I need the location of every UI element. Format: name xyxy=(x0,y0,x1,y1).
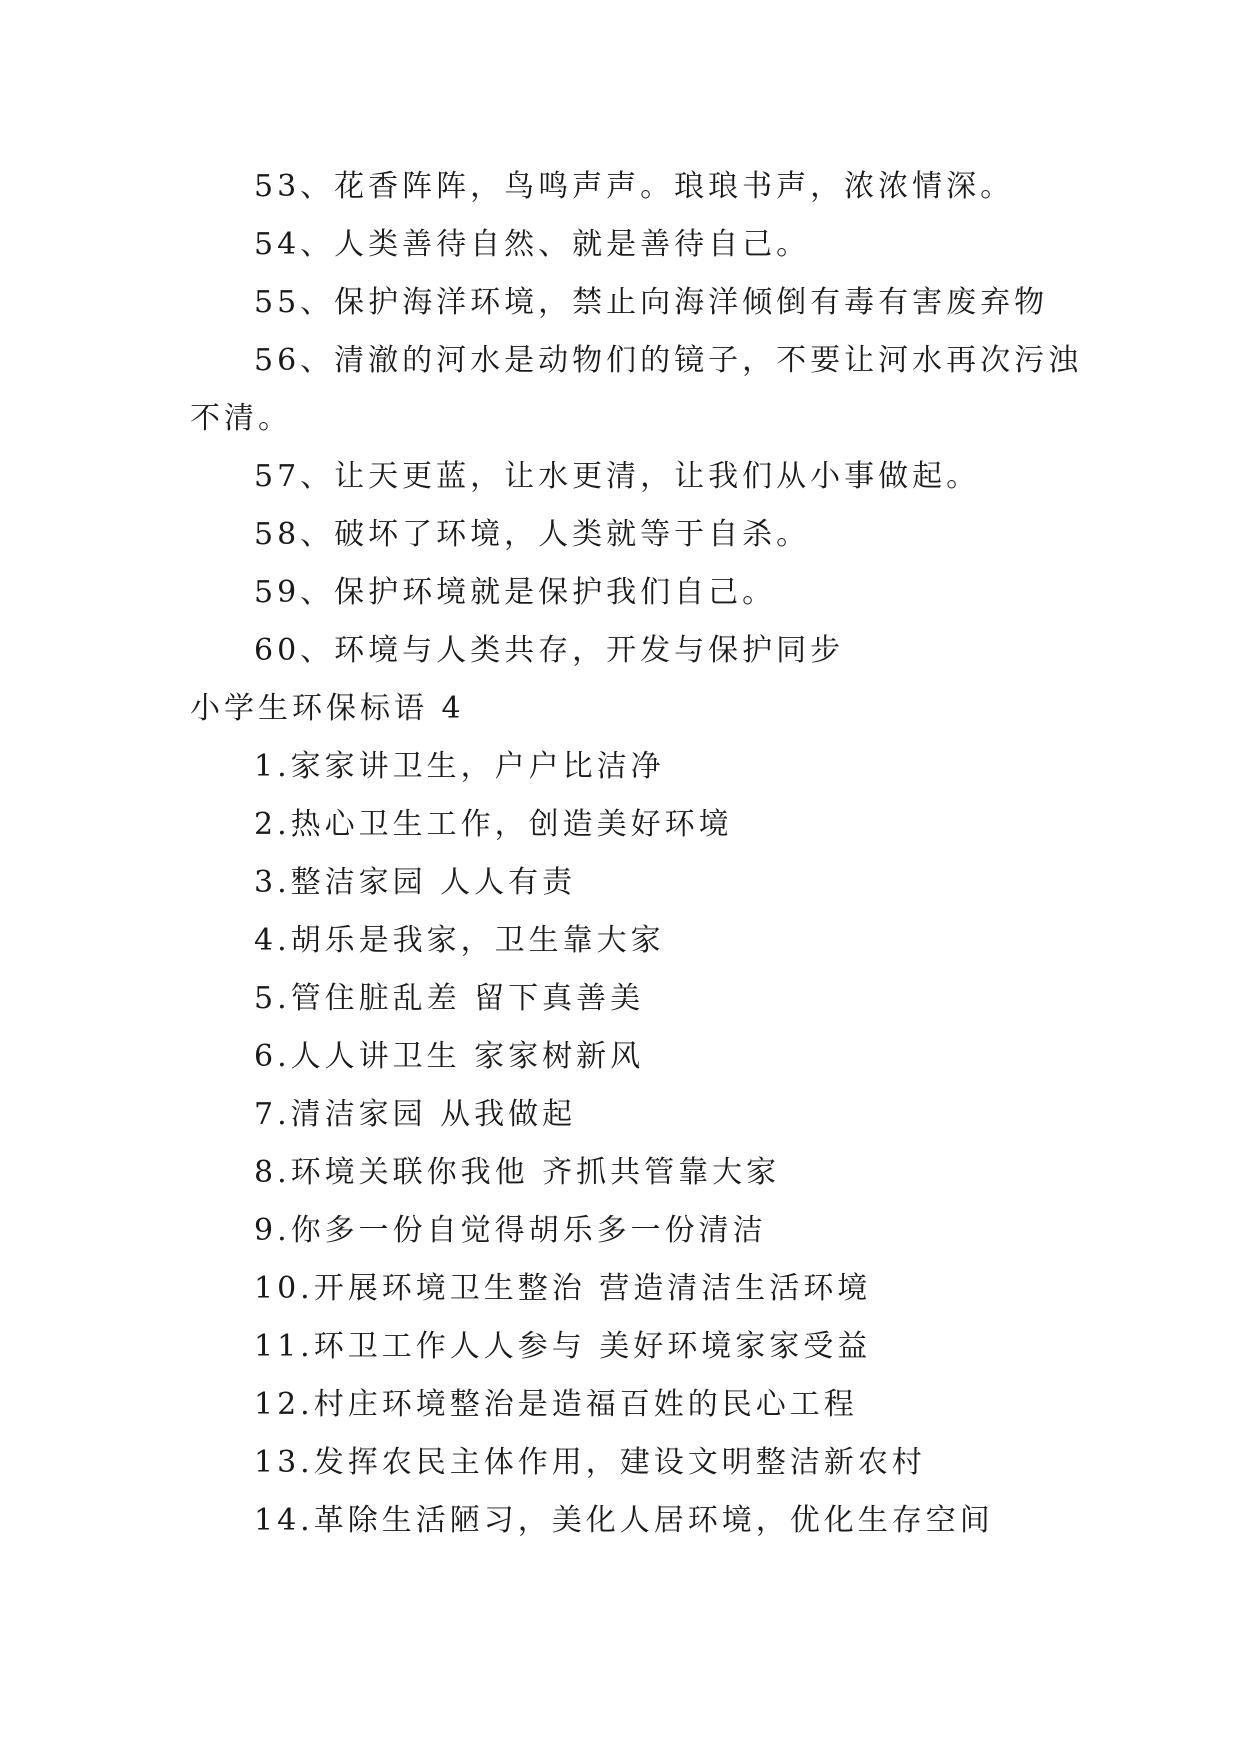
slogan-item-8: 8.环境关联你我他 齐抓共管靠大家 xyxy=(254,1155,781,1190)
slogan-item-14: 14.革除生活陋习，美化人居环境，优化生存空间 xyxy=(254,1503,994,1538)
slogan-item-1: 1.家家讲卫生，户户比洁净 xyxy=(254,749,665,784)
slogan-item-5: 5.管住脏乱差 留下真善美 xyxy=(254,981,645,1016)
slogan-item-7: 7.清洁家园 从我做起 xyxy=(254,1097,577,1132)
slogan-item-4: 4.胡乐是我家，卫生靠大家 xyxy=(254,923,665,958)
slogan-item-3: 3.整洁家园 人人有责 xyxy=(254,865,577,900)
slogan-53: 53、花香阵阵，鸟鸣声声。琅琅书声，浓浓情深。 xyxy=(254,169,1015,204)
section-heading: 小学生环保标语 4 xyxy=(190,691,465,726)
slogan-item-10: 10.开展环境卫生整治 营造清洁生活环境 xyxy=(254,1271,872,1306)
slogan-58: 58、破坏了环境，人类就等于自杀。 xyxy=(254,517,811,552)
slogan-item-11: 11.环卫工作人人参与 美好环境家家受益 xyxy=(254,1329,872,1364)
slogan-59: 59、保护环境就是保护我们自己。 xyxy=(254,575,777,610)
slogan-54: 54、人类善待自然、就是善待自己。 xyxy=(254,227,811,262)
slogan-item-12: 12.村庄环境整治是造福百姓的民心工程 xyxy=(254,1387,858,1422)
slogan-item-13: 13.发挥农民主体作用，建设文明整洁新农村 xyxy=(254,1445,926,1480)
slogan-item-2: 2.热心卫生工作，创造美好环境 xyxy=(254,807,733,842)
slogan-item-6: 6.人人讲卫生 家家树新风 xyxy=(254,1039,645,1074)
slogan-56: 56、清澈的河水是动物们的镜子，不要让河水再次污浊 xyxy=(254,343,1083,378)
slogan-item-9: 9.你多一份自觉得胡乐多一份清洁 xyxy=(254,1213,767,1248)
slogan-60: 60、环境与人类共存，开发与保护同步 xyxy=(254,633,845,668)
slogan-55: 55、保护海洋环境，禁止向海洋倾倒有毒有害废弃物 xyxy=(254,285,1049,320)
slogan-56-continuation: 不清。 xyxy=(190,401,292,436)
document-body xyxy=(190,158,1083,1550)
slogan-57: 57、让天更蓝，让水更清，让我们从小事做起。 xyxy=(254,459,981,494)
